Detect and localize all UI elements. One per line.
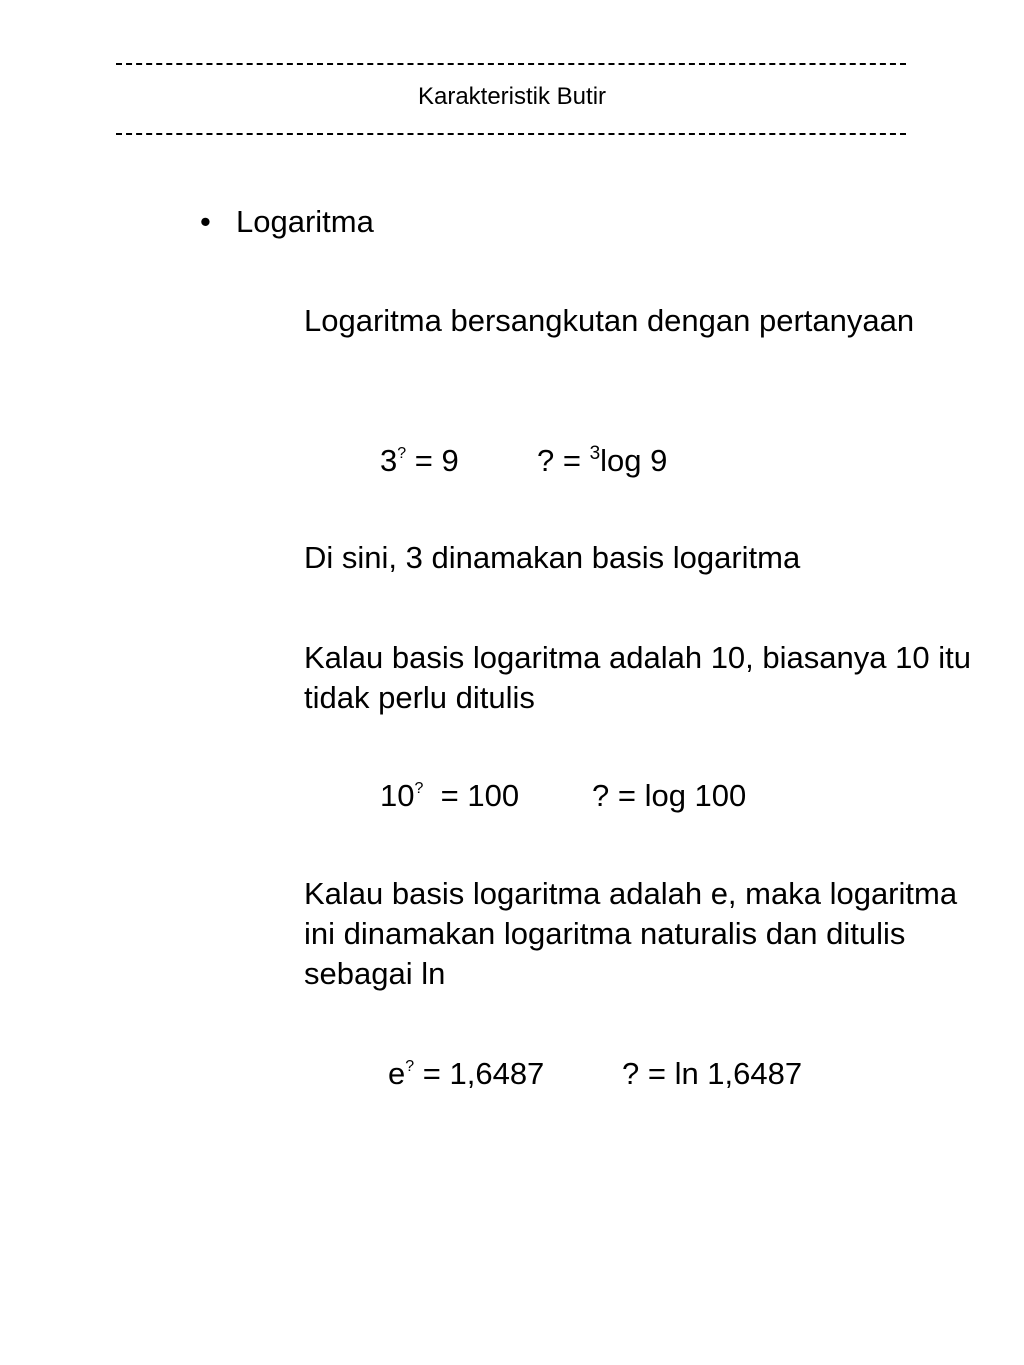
paragraph-basis: Di sini, 3 dinamakan basis logaritma	[304, 540, 801, 575]
formula-exponent-base-e	[388, 1054, 544, 1100]
paragraph-natural-log: Kalau basis logaritma adalah e, maka logaritma ini dinamakan logaritma naturalis dan ditulis sebagai ln	[304, 876, 958, 991]
formula-exponent-base3	[380, 441, 459, 487]
formula-log-argument: log 9	[600, 443, 668, 478]
paragraph-intro: Logaritma bersangkutan dengan pertanyaan	[304, 303, 915, 338]
paragraph-base10: Kalau basis logaritma adalah 10, biasanya 10 itu tidak perlu ditulis	[304, 640, 971, 715]
formula-exponent-base10	[380, 776, 519, 822]
formula-base: e	[388, 1056, 406, 1091]
formula-log-base10: ? = log 100	[592, 778, 747, 813]
header-divider-top	[116, 63, 906, 65]
page-title: Karakteristik Butir	[417, 83, 607, 110]
formula-result: = 1,6487	[414, 1056, 545, 1091]
formula-base: 3	[380, 443, 398, 478]
formula-exponent: ?	[405, 1058, 415, 1075]
formula-log-base3	[537, 441, 667, 486]
formula-result: = 9	[406, 443, 459, 478]
formula-natural-log: ? = ln 1,6487	[622, 1056, 803, 1091]
formula-unknown: ? =	[537, 443, 590, 478]
bullet-marker: •	[200, 204, 211, 239]
formula-base: 10	[380, 778, 415, 813]
formula-result: = 100	[423, 778, 520, 813]
section-heading: Logaritma	[236, 204, 374, 239]
formula-exponent: ?	[414, 780, 424, 797]
formula-exponent: ?	[397, 445, 407, 462]
formula-log-base: 3	[589, 443, 601, 464]
header-divider-bottom	[116, 133, 906, 135]
